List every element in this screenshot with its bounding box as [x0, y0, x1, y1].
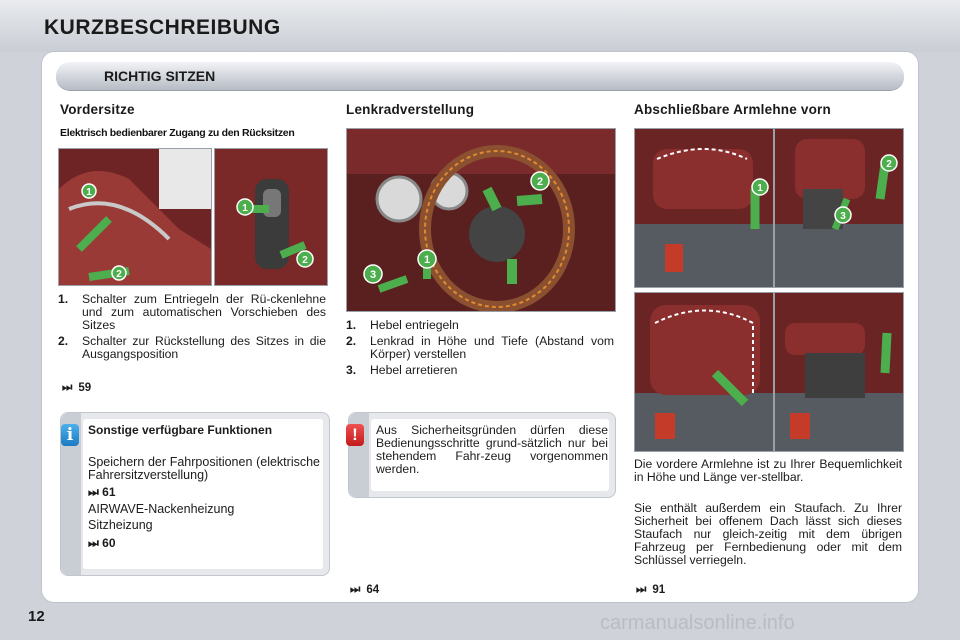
arm-label-2: 2 — [886, 159, 892, 170]
steering-list — [346, 319, 614, 380]
heading-lenkrad: Lenkradverstellung — [346, 102, 475, 117]
seat-list — [58, 293, 326, 364]
arm-label-1: 1 — [757, 183, 763, 194]
page-ref-91[interactable]: ⏭ 91 — [636, 584, 666, 596]
armrest-para-1: Die vordere Armlehne ist zu Ihrer Bequemlichkeit in Höhe und Länge ver-stellbar. — [634, 457, 902, 484]
armrest-photo-4 — [774, 292, 904, 452]
next-page-icon: ⏭ — [88, 485, 99, 499]
armrest-para-2: Sie enthält außerdem ein Staufach. Zu Ihrer Sicherheit bei offenem Dach lässt sich dieses Staufach nur gleich-zeitig mit dem übrigen Fahrzeug per Fernbedienung oder mit dem Schlüssel verriegeln. — [634, 501, 902, 567]
armrest-photo-3 — [634, 292, 774, 452]
armrest-photo-1 — [634, 128, 774, 288]
next-page-icon: ⏭ — [636, 584, 647, 596]
seat-switch-photo — [214, 148, 328, 286]
info-icon: i — [61, 424, 79, 446]
next-page-icon: ⏭ — [88, 536, 99, 550]
page-ref-64[interactable]: ⏭ 64 — [350, 584, 380, 596]
info-line-airwave: AIRWAVE-Nackenheizung — [88, 502, 235, 516]
page-ref-61[interactable]: ⏭ 61 — [88, 485, 116, 499]
section-title: RICHTIG SITZEN — [104, 68, 216, 84]
info-line-seat-heating: Sitzheizung — [88, 518, 153, 532]
watermark: carmanualsonline.info — [600, 612, 795, 634]
list-item: 1. Hebel entriegeln — [346, 318, 459, 332]
switch-label-2: 2 — [302, 255, 308, 266]
info-title: Sonstige verfügbare Funktionen — [88, 423, 273, 437]
wheel-label-1: 1 — [423, 254, 431, 266]
steering-photo — [346, 128, 616, 312]
warning-text: Aus Sicherheitsgründen dürfen diese Bedienungsschritte grund-sätzlich nur bei stehendem Fahr-zeug vorgenommen werden. — [376, 423, 608, 476]
info-line-memory: Speichern der Fahrpositionen (elektrische Fahrersitzverstellung) — [88, 455, 320, 482]
list-item: 1. Schalter zum Entriegeln der Rü-ckenlehne und zum automatischen Vorschieben des Sitzes — [58, 292, 326, 332]
subheading-rear-access: Elektrisch bedienbarer Zugang zu den Rücksitzen — [60, 127, 295, 139]
photo-label-1: 1 — [86, 187, 92, 198]
list-item: 2. Schalter zur Rückstellung des Sitzes in die Ausgangsposition — [58, 334, 326, 361]
arm-label-3: 3 — [840, 211, 846, 222]
warning-icon: ! — [346, 424, 364, 446]
next-page-icon: ⏭ — [62, 382, 73, 394]
wheel-label-2: 2 — [536, 176, 544, 188]
heading-armlehne: Abschließbare Armlehne vorn — [634, 102, 831, 117]
heading-vordersitze: Vordersitze — [60, 102, 135, 117]
switch-label-1: 1 — [242, 203, 248, 214]
wheel-label-3: 3 — [369, 269, 377, 281]
list-item: 2. Lenkrad in Höhe und Tiefe (Abstand vom Körper) verstellen — [346, 334, 614, 361]
armrest-photo-2 — [774, 128, 904, 288]
section-banner — [56, 62, 904, 90]
page-title: KURZBESCHREIBUNG — [44, 16, 281, 39]
photo-label-2: 2 — [116, 269, 122, 280]
page-ref-59[interactable]: ⏭ 59 — [62, 382, 92, 394]
list-item: 3. Hebel arretieren — [346, 363, 458, 377]
page-ref-60[interactable]: ⏭ 60 — [88, 536, 116, 550]
seat-photo — [58, 148, 212, 286]
next-page-icon: ⏭ — [350, 584, 361, 596]
page-number: 12 — [28, 608, 45, 625]
